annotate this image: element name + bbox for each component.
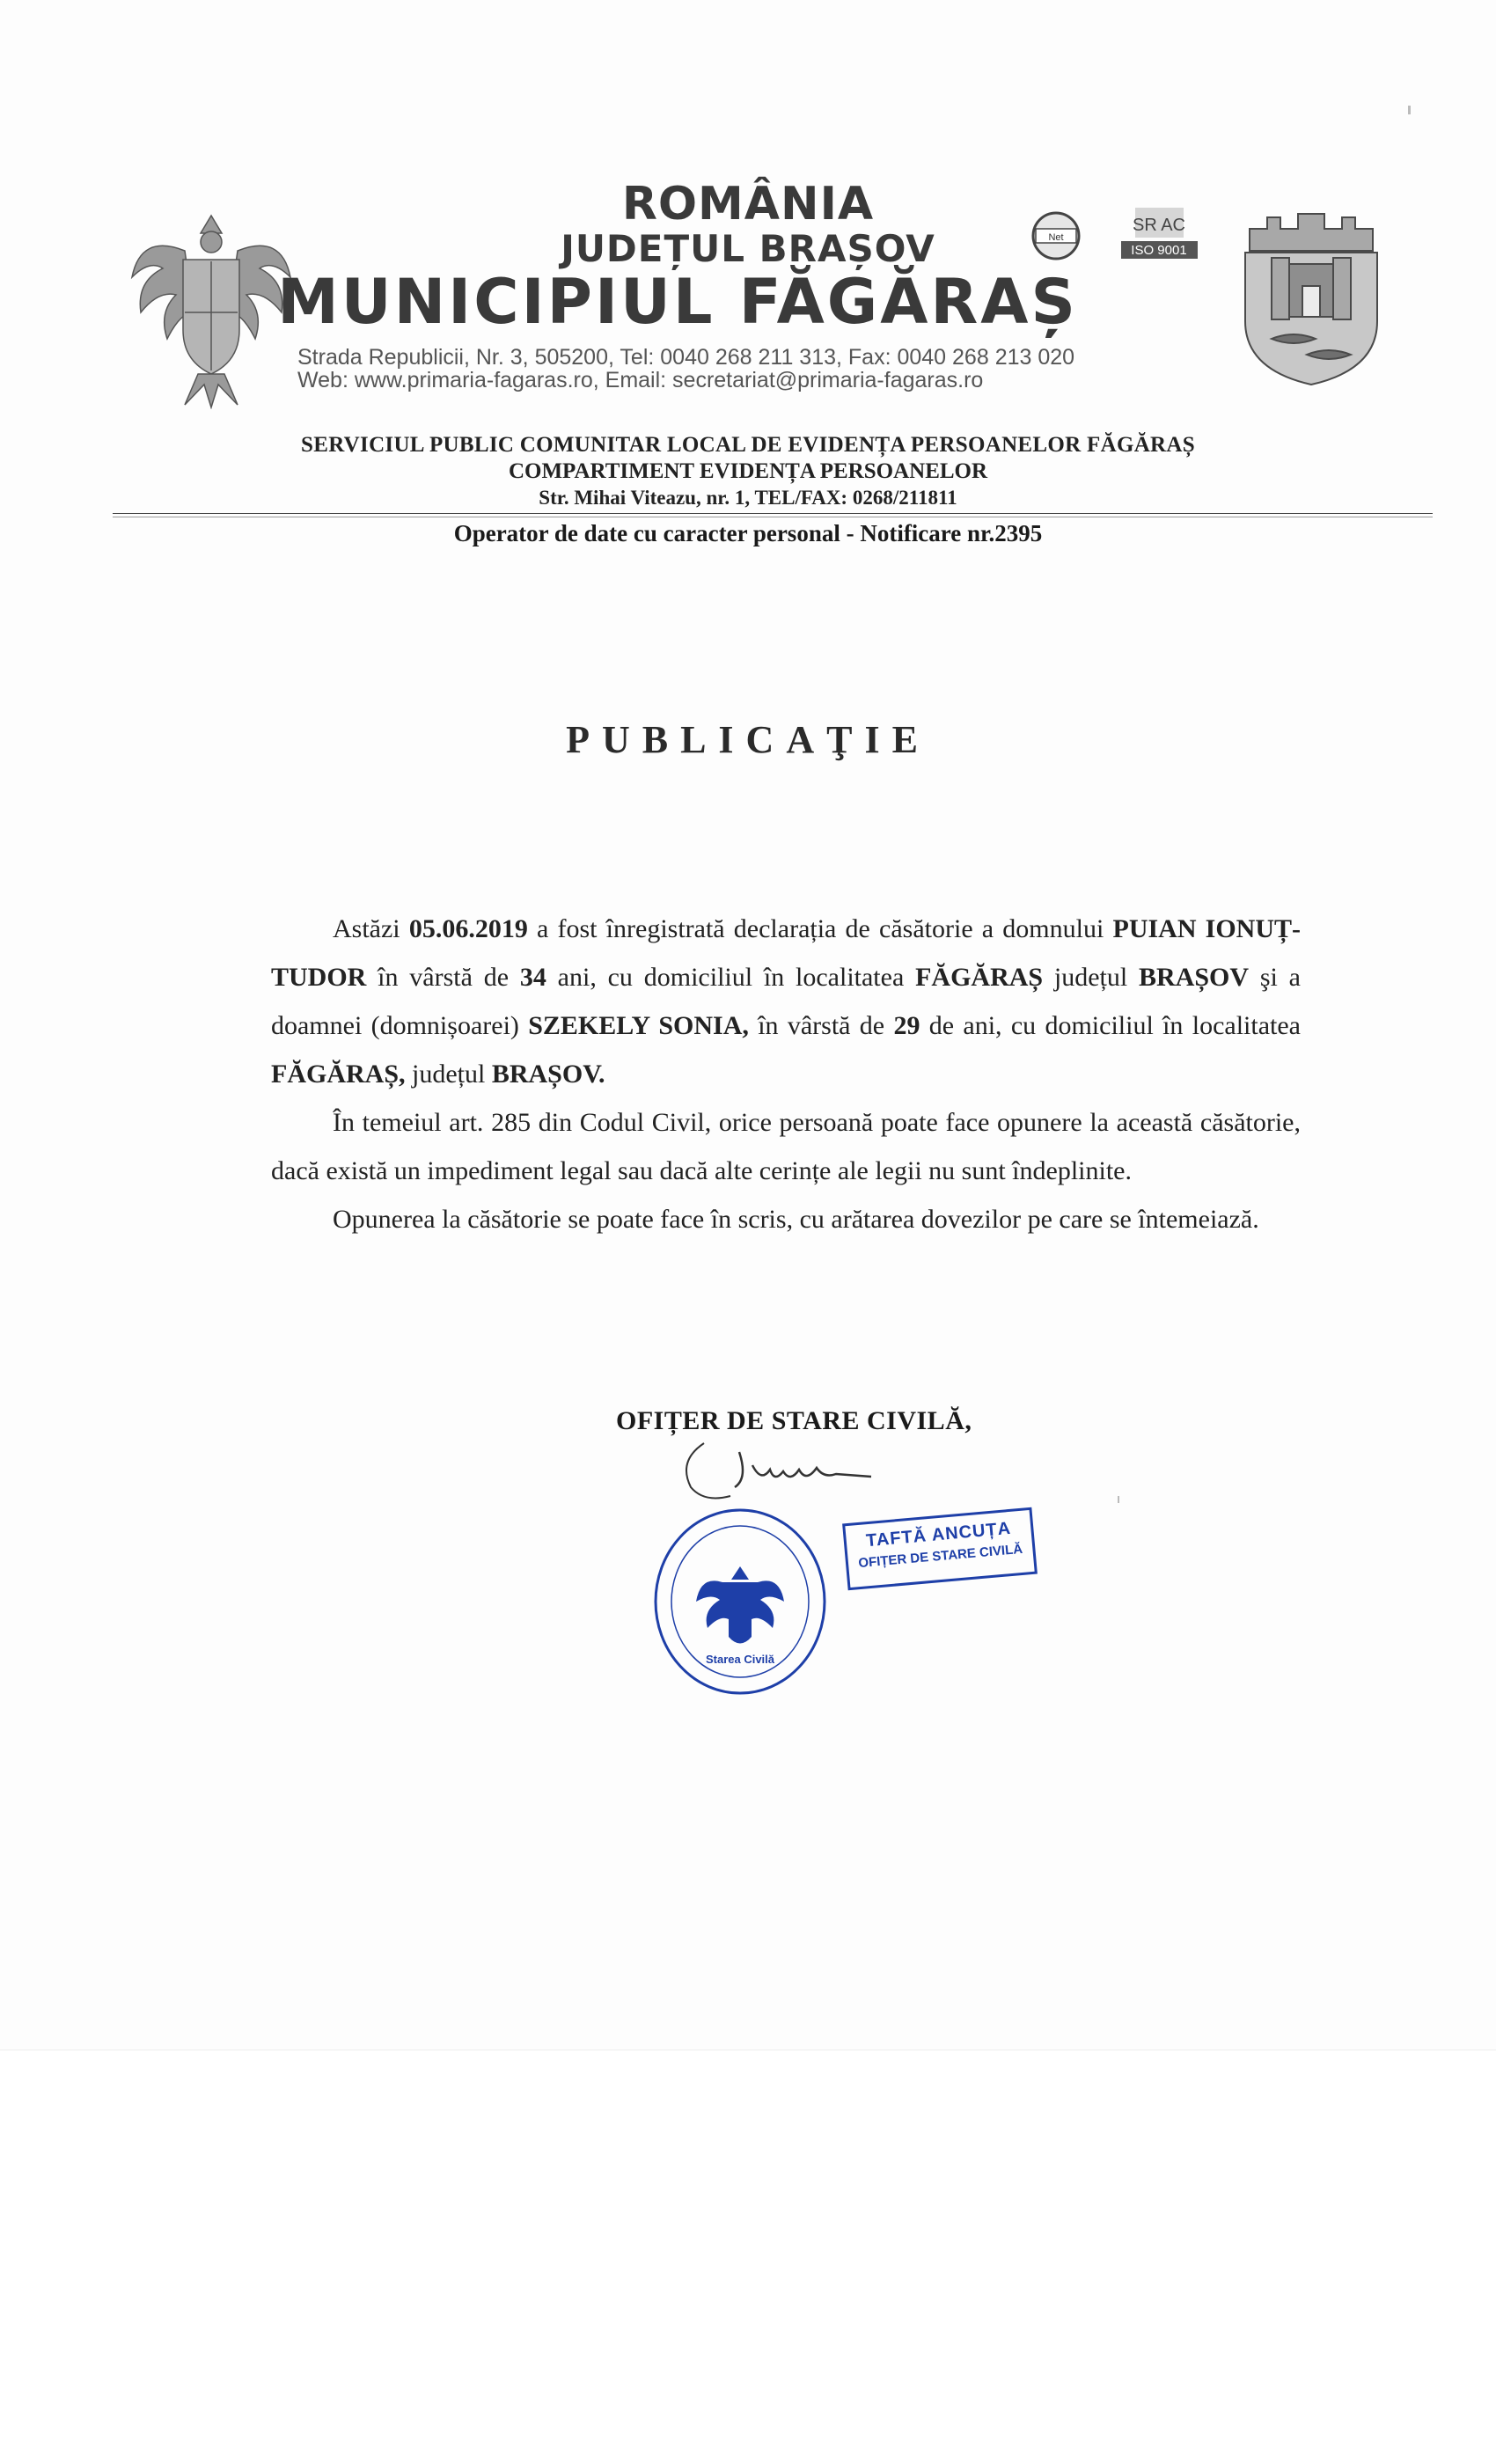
svg-text:Starea Civilă: Starea Civilă: [705, 1653, 775, 1666]
registration-date: 05.06.2019: [408, 914, 528, 943]
officer-name-stamp: [842, 1507, 1038, 1591]
text-fragment: în vârstă de: [748, 1011, 894, 1040]
text-fragment: Astăzi: [333, 914, 409, 943]
scan-speck: [1118, 1496, 1119, 1503]
header-municipality: MUNICIPIUL FĂGĂRAȘ: [277, 266, 1078, 338]
header-address: Strada Republicii, Nr. 3, 505200, Tel: 0040 268 211 313, Fax: 0040 268 213 020: [297, 345, 1075, 370]
groom-city: FĂGĂRAȘ: [915, 963, 1044, 992]
data-operator-notice: Operator de date cu caracter personal - Notificare nr.2395: [453, 520, 1043, 546]
bride-name: SZEKELY SONIA,: [528, 1011, 749, 1040]
bride-age: 29: [893, 1011, 920, 1040]
paragraph-opposition: Opunerea la căsătorie se poate face în scris, cu arătarea dovezilor pe care se întemeiază.: [333, 1205, 1259, 1234]
text-fragment: județul: [405, 1060, 492, 1089]
paragraph-declaration: [271, 905, 1301, 1098]
text-fragment: ani, cu domiciliul în localitatea: [546, 963, 916, 992]
officer-title: OFIȚER DE STARE CIVILĂ,: [616, 1406, 972, 1435]
stamp-officer-role: OFIȚER DE STARE CIVILĂ: [857, 1541, 1023, 1572]
text-fragment: județul: [1043, 963, 1140, 992]
service-name: SERVICIUL PUBLIC COMUNITAR LOCAL DE EVIDENȚA PERSOANELOR FĂGĂRAȘ: [301, 433, 1195, 457]
stamp-officer-name: TAFTĂ ANCUȚA: [865, 1518, 1012, 1551]
service-address: Str. Mihai Viteazu, nr. 1, TEL/FAX: 0268/211811: [539, 487, 957, 509]
header-web-email: Web: www.primaria-fagaras.ro, Email: secretariat@primaria-fagaras.ro: [297, 368, 984, 392]
service-department: COMPARTIMENT EVIDENȚA PERSOANELOR: [508, 459, 988, 483]
cert-iso-label: ISO 9001: [1131, 243, 1187, 258]
fagaras-city-crest-icon: [1232, 198, 1390, 387]
publication-title: PUBLICAŢIE: [566, 718, 930, 761]
cert-net-label: Net: [1048, 232, 1064, 243]
srac-iso-certification-icon: [1118, 204, 1201, 261]
text-fragment: şi a doamnei (domnișoarei): [271, 963, 1301, 1040]
bride-city: FĂGĂRAȘ,: [271, 1060, 406, 1089]
bride-county: BRAȘOV.: [491, 1060, 605, 1089]
publication-body: [271, 905, 1301, 1243]
header-county: JUDEȚUL BRAȘOV: [561, 227, 935, 270]
paragraph-legal-basis: În temeiul art. 285 din Codul Civil, orice persoană poate face opunere la această căsătorie, dacă există un impediment legal sau dacă alte cerințe ale legii nu sunt îndeplinite.: [271, 1108, 1301, 1185]
groom-age: 34: [519, 963, 546, 992]
groom-name: PUIAN IONUȚ-TUDOR: [271, 914, 1302, 992]
header-country: ROMÂNIA: [621, 178, 875, 231]
text-fragment: în vârstă de: [366, 963, 520, 992]
scan-speck: [1408, 106, 1411, 114]
iqnet-certification-icon: [1025, 209, 1087, 262]
text-fragment: de ani, cu domiciliul în localitatea: [920, 1011, 1301, 1040]
text-fragment: a fost înregistrată declarația de căsătorie a domnului: [527, 914, 1113, 943]
groom-county: BRAȘOV: [1139, 963, 1250, 992]
header-divider: [113, 513, 1433, 514]
handwritten-signature-icon: [669, 1434, 933, 1505]
cert-srac-label: SR AC: [1132, 216, 1186, 235]
civil-registry-seal-icon: [648, 1505, 832, 1698]
